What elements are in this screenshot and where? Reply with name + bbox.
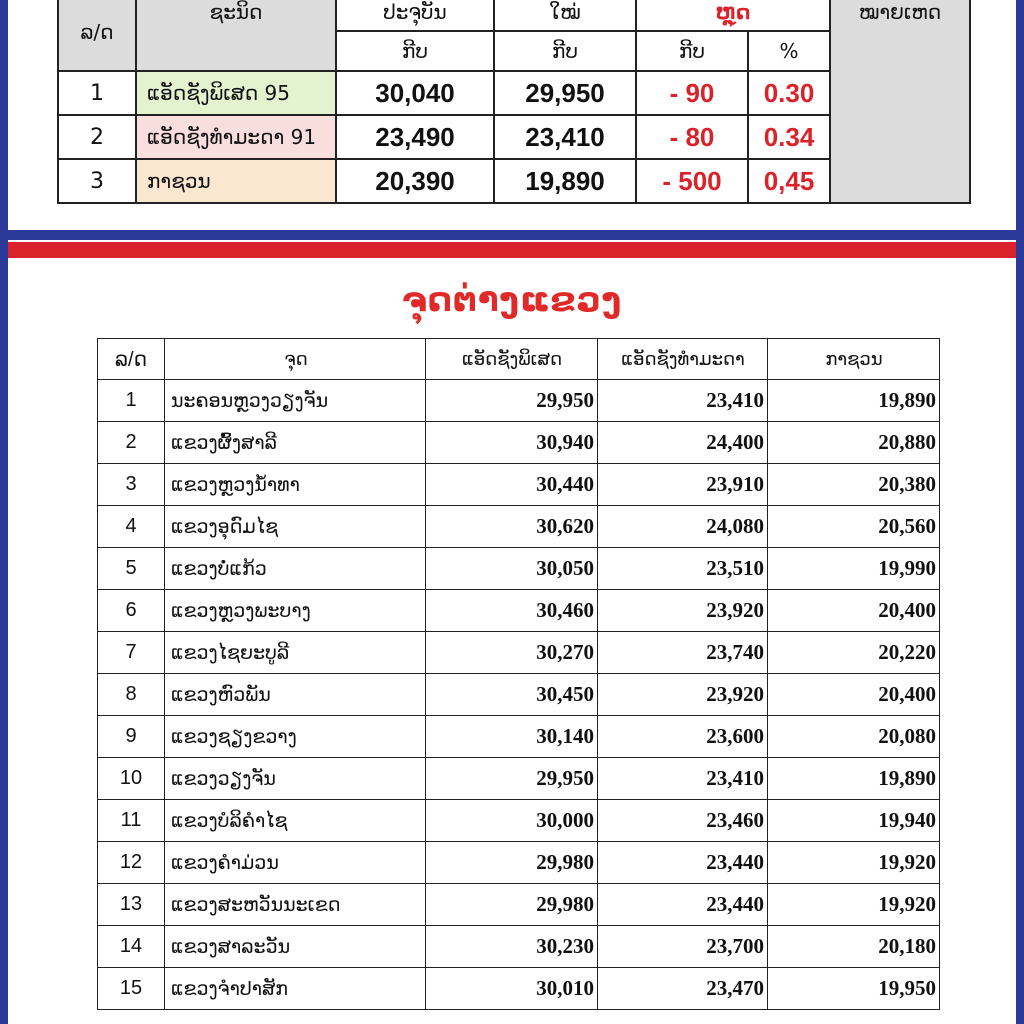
premium-price: 30,140 <box>426 716 598 758</box>
province-name: ແຂວງຫົວພັນ <box>165 674 426 716</box>
header-row <box>58 0 970 31</box>
premium-price: 30,620 <box>426 506 598 548</box>
header-point: ຈຸດ <box>165 339 426 380</box>
table-row <box>98 926 940 968</box>
diesel-price: 19,920 <box>768 842 940 884</box>
province-price-table <box>97 338 940 1010</box>
table-row <box>98 884 940 926</box>
regular-price: 23,920 <box>598 590 768 632</box>
price-percent: 0.34 <box>748 115 830 159</box>
row-no: 11 <box>98 800 165 842</box>
premium-price: 30,270 <box>426 632 598 674</box>
new-price: 29,950 <box>494 71 636 115</box>
price-percent: 0.30 <box>748 71 830 115</box>
regular-price: 23,740 <box>598 632 768 674</box>
premium-price: 30,450 <box>426 674 598 716</box>
premium-price: 30,010 <box>426 968 598 1010</box>
regular-price: 23,510 <box>598 548 768 590</box>
table-row <box>98 548 940 590</box>
regular-price: 23,910 <box>598 464 768 506</box>
price-change-table <box>57 0 971 204</box>
current-price: 20,390 <box>336 159 494 203</box>
header-new-price: ໃໝ່ <box>494 0 636 31</box>
regular-price: 23,700 <box>598 926 768 968</box>
left-frame-border <box>0 0 8 1024</box>
table-row <box>98 632 940 674</box>
header-premium: ແອັດຊັງພິເສດ <box>426 339 598 380</box>
diesel-price: 19,920 <box>768 884 940 926</box>
premium-price: 30,940 <box>426 422 598 464</box>
province-name: ແຂວງຈຳປາສັກ <box>165 968 426 1010</box>
province-name: ແຂວງບໍລິຄຳໄຊ <box>165 800 426 842</box>
regular-price: 23,410 <box>598 380 768 422</box>
diesel-price: 20,880 <box>768 422 940 464</box>
premium-price: 30,230 <box>426 926 598 968</box>
unit-new: ກີບ <box>494 31 636 71</box>
province-name: ແຂວງອຸດົມໄຊ <box>165 506 426 548</box>
current-price: 23,490 <box>336 115 494 159</box>
row-no: 5 <box>98 548 165 590</box>
row-no: 12 <box>98 842 165 884</box>
premium-price: 29,980 <box>426 842 598 884</box>
diesel-price: 20,400 <box>768 590 940 632</box>
row-no: 1 <box>98 380 165 422</box>
province-name: ແຂວງສາລະວັນ <box>165 926 426 968</box>
row-no: 3 <box>98 464 165 506</box>
row-no: 10 <box>98 758 165 800</box>
header-fuel-type: ຊະນິດ <box>136 0 336 71</box>
province-name: ແຂວງໄຊຍະບູລີ <box>165 632 426 674</box>
fuel-name: ກາຊວນ <box>136 159 336 203</box>
diesel-price: 19,950 <box>768 968 940 1010</box>
price-diff: - 90 <box>636 71 748 115</box>
diesel-price: 19,890 <box>768 758 940 800</box>
fuel-name: ແອັດຊັງພິເສດ 95 <box>136 71 336 115</box>
table-row <box>98 758 940 800</box>
row-no: 2 <box>58 115 136 159</box>
province-name: ແຂວງຜົ້ງສາລີ <box>165 422 426 464</box>
diesel-price: 19,890 <box>768 380 940 422</box>
unit-current: ກີບ <box>336 31 494 71</box>
diesel-price: 20,400 <box>768 674 940 716</box>
header-current-price: ປະຈຸບັນ <box>336 0 494 31</box>
new-price: 19,890 <box>494 159 636 203</box>
diesel-price: 20,180 <box>768 926 940 968</box>
premium-price: 30,000 <box>426 800 598 842</box>
row-no: 7 <box>98 632 165 674</box>
premium-price: 30,050 <box>426 548 598 590</box>
regular-price: 24,400 <box>598 422 768 464</box>
price-diff: - 500 <box>636 159 748 203</box>
diesel-price: 19,940 <box>768 800 940 842</box>
header-row <box>98 339 940 380</box>
section-title: ຈຸດຕ່າງແຂວງ <box>401 280 623 320</box>
table-row <box>98 590 940 632</box>
province-name: ແຂວງສະຫວັນນະເຂດ <box>165 884 426 926</box>
row-no: 6 <box>98 590 165 632</box>
unit-percent: % <box>748 31 830 71</box>
table-row <box>98 716 940 758</box>
diesel-price: 20,560 <box>768 506 940 548</box>
row-no: 9 <box>98 716 165 758</box>
table-row <box>98 464 940 506</box>
table-row <box>98 800 940 842</box>
regular-price: 24,080 <box>598 506 768 548</box>
price-percent: 0,45 <box>748 159 830 203</box>
table-row <box>98 674 940 716</box>
regular-price: 23,440 <box>598 884 768 926</box>
row-no: 2 <box>98 422 165 464</box>
premium-price: 30,460 <box>426 590 598 632</box>
province-name: ແຂວງຫຼວງພະບາງ <box>165 590 426 632</box>
province-name: ແຂວງຊຽງຂວາງ <box>165 716 426 758</box>
province-name: ແຂວງບໍ່ແກ້ວ <box>165 548 426 590</box>
row-no: 14 <box>98 926 165 968</box>
row-no: 8 <box>98 674 165 716</box>
regular-price: 23,920 <box>598 674 768 716</box>
regular-price: 23,460 <box>598 800 768 842</box>
price-diff: - 80 <box>636 115 748 159</box>
diesel-price: 19,990 <box>768 548 940 590</box>
row-no: 15 <box>98 968 165 1010</box>
table-row <box>98 380 940 422</box>
table-row <box>98 422 940 464</box>
header-no: ລ/ດ <box>98 339 165 380</box>
right-frame-border <box>1016 0 1024 1024</box>
row-no: 3 <box>58 159 136 203</box>
regular-price: 23,600 <box>598 716 768 758</box>
header-regular: ແອັດຊັງທຳມະດາ <box>598 339 768 380</box>
premium-price: 29,980 <box>426 884 598 926</box>
row-no: 13 <box>98 884 165 926</box>
new-price: 23,410 <box>494 115 636 159</box>
table-row <box>98 842 940 884</box>
province-name: ແຂວງຄຳມ່ວນ <box>165 842 426 884</box>
table-row <box>98 968 940 1010</box>
fuel-name: ແອັດຊັງທຳມະດາ 91 <box>136 115 336 159</box>
premium-price: 29,950 <box>426 380 598 422</box>
regular-price: 23,470 <box>598 968 768 1010</box>
red-divider-stripe <box>8 242 1016 258</box>
regular-price: 23,410 <box>598 758 768 800</box>
province-name: ນະຄອນຫຼວງວຽງຈັນ <box>165 380 426 422</box>
row-no: 4 <box>98 506 165 548</box>
premium-price: 29,950 <box>426 758 598 800</box>
row-no: 1 <box>58 71 136 115</box>
header-decrease: ຫຼຸດ <box>636 0 830 31</box>
diesel-price: 20,380 <box>768 464 940 506</box>
header-diesel: ກາຊວນ <box>768 339 940 380</box>
table-row <box>98 506 940 548</box>
regular-price: 23,440 <box>598 842 768 884</box>
header-remark: ໝາຍເຫດ <box>830 0 970 203</box>
blue-divider-stripe <box>8 230 1016 240</box>
premium-price: 30,440 <box>426 464 598 506</box>
unit-diff: ກີບ <box>636 31 748 71</box>
province-name: ແຂວງຫຼວງນ້ຳທາ <box>165 464 426 506</box>
diesel-price: 20,080 <box>768 716 940 758</box>
diesel-price: 20,220 <box>768 632 940 674</box>
header-no: ລ/ດ <box>58 0 136 71</box>
current-price: 30,040 <box>336 71 494 115</box>
province-name: ແຂວງວຽງຈັນ <box>165 758 426 800</box>
